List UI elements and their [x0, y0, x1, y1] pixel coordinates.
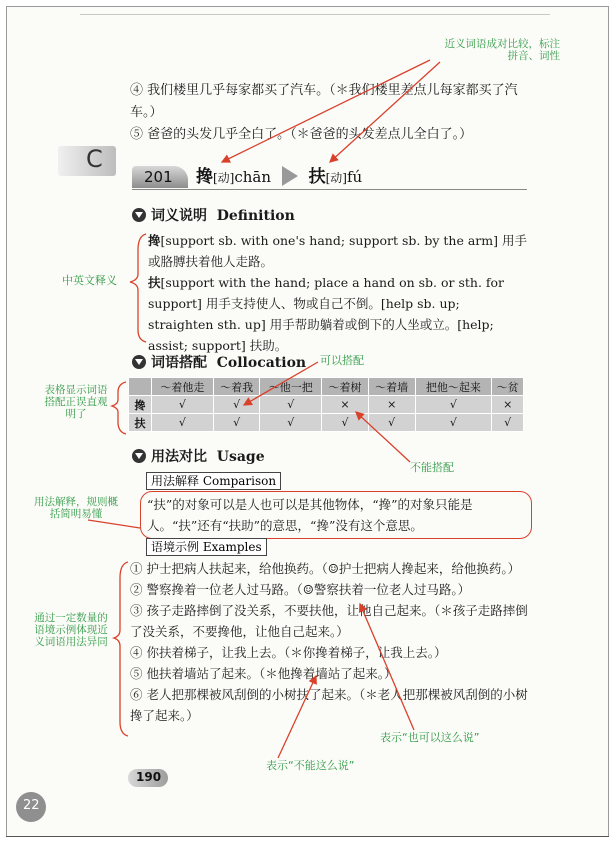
example-item: ⑥ 老人把那棵被风刮倒的小树扶了起来。（＊老人把那棵被风刮倒的小树搀了起来。） [130, 687, 528, 723]
table-row [129, 414, 524, 432]
usage-heading: 用法对比 Usage [132, 446, 265, 466]
collocation-heading: 词语搭配 Collocation [132, 352, 306, 372]
entry-word2: 扶 [308, 167, 326, 187]
annotation-examples: 通过一定数量的语境示例体现近义词语用法异同 [34, 612, 108, 648]
prev-example-5: ⑤ 爸爸的头发几乎全白了。（＊爸爸的头发差点儿全白了。） [130, 127, 473, 142]
example-item: ⑤ 他扶着墙站了起来。（＊他搀着墙站了起来。） [130, 666, 397, 681]
arrow-separator-icon [282, 166, 298, 186]
section-letter: C [86, 145, 103, 173]
table-cell: √ [213, 414, 260, 432]
table-cell: √ [152, 414, 214, 432]
table-cell: √ [415, 396, 492, 414]
prev-example-4: ④ 我们楼里几乎每家都买了汽车。（＊我们楼里差点儿每家都买了汽车。） [130, 83, 518, 120]
table-cell: × [368, 396, 415, 414]
entry-pinyin2: fú [346, 168, 363, 186]
example-item: ④ 你扶着梯子，让我上去。（＊你搀着梯子，让我上去。） [130, 645, 447, 660]
definition-word2: 扶[support with the hand; place a hand on sb. or sth. for support] 用手支持使人、物或自己不倒。[help sb. up; straighten sth. up] 用手帮助躺着或倒下的人坐或立。[help; assist; support] 扶助。 [148, 275, 505, 353]
examples-list [130, 558, 530, 726]
annotation-usage: 用法解释，规则概括简明易懂 [34, 496, 118, 520]
table-col: ～着我 [213, 378, 260, 396]
table-cell: √ [492, 414, 524, 432]
table-cell: × [322, 396, 369, 414]
annotation-definition: 中英文释义 [62, 274, 117, 287]
table-cell: √ [260, 414, 322, 432]
table-cell: √ [322, 414, 369, 432]
annotation-means-not: 表示“不能这么说” [266, 759, 355, 772]
definition-heading: 词义说明 Definition [132, 205, 295, 225]
table-col: ～着他走 [152, 378, 214, 396]
row-label: 扶 [129, 414, 152, 432]
annotation-top-right: 近义词语成对比较，标注拼音、词性 [444, 38, 560, 62]
corner-number: 22 [23, 798, 40, 813]
entry-number: 201 [144, 168, 173, 186]
comparison-label: 用法解释 Comparison [146, 472, 281, 490]
table-col: ～贫 [492, 378, 524, 396]
example-item: ② 警察搀着一位老人过马路。（☺警察扶着一位老人过马路。） [130, 582, 471, 597]
example-item: ① 护士把病人扶起来，给他换药。（☺护士把病人搀起来，给他换药。） [130, 561, 521, 576]
annotation-cannot-collocate: 不能搭配 [410, 461, 454, 474]
entry-pos2: [动] [325, 171, 347, 185]
definition-word1: 搀[support sb. with one's hand; support sb. by the arm] 用手或胳膊扶着他人走路。 [148, 233, 527, 269]
annotation-means-ok: 表示“也可以这么说” [380, 731, 480, 744]
table-col: 把他～起来 [415, 378, 492, 396]
table-cell: √ [260, 396, 322, 414]
triangle-bullet-icon [132, 355, 146, 369]
collocation-table [128, 377, 524, 432]
collocation-header-row [129, 378, 524, 396]
examples-label: 语境示例 Examples [146, 538, 267, 556]
table-cell: √ [213, 396, 260, 414]
entry-heading [196, 162, 362, 187]
table-cell: × [492, 396, 524, 414]
table-col: ～着墙 [368, 378, 415, 396]
row-label: 搀 [129, 396, 152, 414]
example-item: ③ 孩子走路摔倒了没关系，不要扶他，让他自己起来。（＊孩子走路摔倒了没关系，不要搀他，让他自己起来。） [130, 603, 528, 639]
entry-underline [132, 189, 527, 190]
table-cell: √ [415, 414, 492, 432]
comparison-box [140, 491, 532, 539]
entry-pos1: [动] [213, 171, 235, 185]
page-number: 190 [136, 770, 162, 784]
table-row [129, 396, 524, 414]
comparison-text: “扶”的对象可以是人也可以是其他物体，“搀”的对象只能是人。“扶”还有“扶助”的意思，“搀”没有这个意思。 [147, 497, 473, 533]
entry-word1: 搀 [196, 167, 213, 187]
triangle-bullet-icon [132, 208, 146, 222]
bottom-rule [6, 836, 609, 837]
annotation-table: 表格显示词语搭配正误直观明了 [44, 384, 108, 420]
table-col: ～他一把 [260, 378, 322, 396]
triangle-bullet-icon [132, 449, 146, 463]
table-cell: √ [152, 396, 214, 414]
annotation-can-collocate: 可以搭配 [320, 354, 364, 367]
table-col: ～着树 [322, 378, 369, 396]
definition-block [148, 230, 528, 356]
table-cell: √ [368, 414, 415, 432]
entry-pinyin1: chān [234, 168, 272, 186]
top-rule [80, 14, 550, 15]
table-corner [129, 378, 152, 396]
